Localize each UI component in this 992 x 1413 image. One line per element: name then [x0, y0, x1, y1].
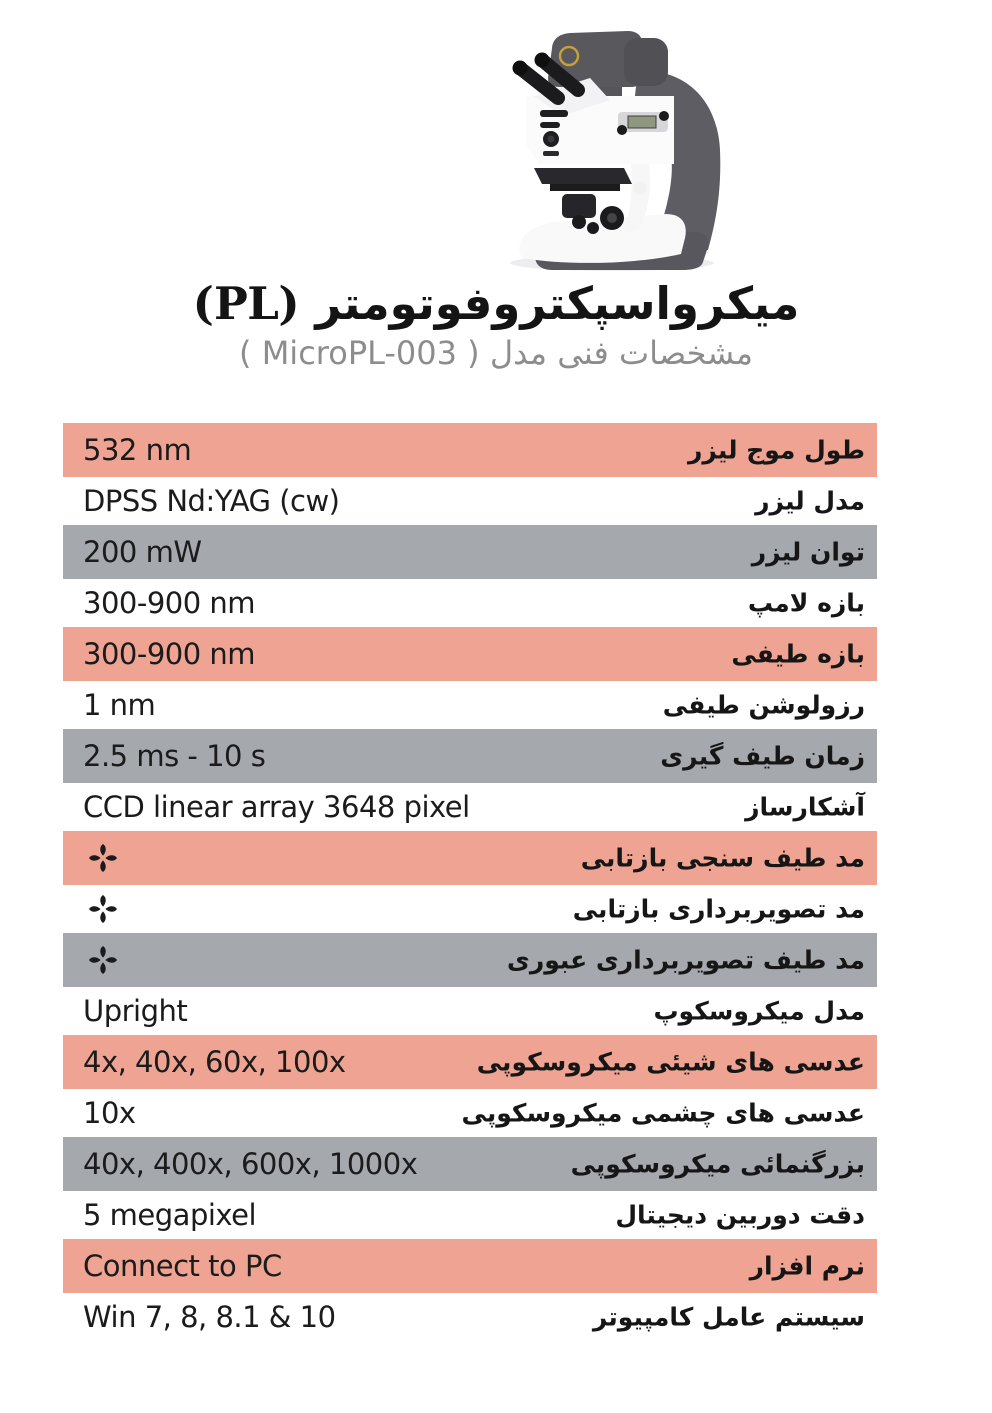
spec-value: Upright — [83, 994, 188, 1028]
table-row — [63, 1191, 877, 1239]
table-row — [63, 783, 877, 831]
four-petal-asterisk-icon — [87, 841, 119, 875]
table-row — [63, 729, 877, 783]
spec-value: 300-900 nm — [83, 637, 256, 671]
microscope-product-image — [442, 12, 772, 274]
four-petal-asterisk-icon — [87, 943, 119, 977]
table-row — [63, 1089, 877, 1137]
spec-label: سیستم عامل کامپیوتر — [592, 1302, 865, 1332]
spec-label: زمان طیف گیری — [660, 741, 865, 771]
spec-label: رزولوشن طیفی — [662, 690, 865, 720]
spec-value: 4x, 40x, 60x, 100x — [83, 1045, 346, 1079]
spec-label: طول موج لیزر — [687, 435, 865, 465]
spec-value: 5 megapixel — [83, 1198, 257, 1232]
table-row — [63, 1035, 877, 1089]
spec-label: مد تصویربرداری بازتابی — [572, 894, 865, 924]
spec-label: بزرگنمائی میکروسکوپی — [570, 1149, 865, 1179]
spec-value: Connect to PC — [83, 1249, 282, 1283]
subtitle-persian: مشخصات فنی مدل — [489, 333, 753, 372]
spec-label: عدسی های شیئی میکروسکوپی — [476, 1047, 865, 1077]
spec-label: آشکارساز — [745, 792, 865, 822]
table-row — [63, 1239, 877, 1293]
spec-value: 532 nm — [83, 433, 192, 467]
spec-label: دقت دوربین دیجیتال — [615, 1200, 865, 1230]
page-title — [0, 278, 992, 330]
table-row — [63, 423, 877, 477]
spec-value: DPSS Nd:YAG (cw) — [83, 484, 340, 518]
four-petal-asterisk-icon — [87, 892, 119, 926]
subtitle-model-number: ( MicroPL-003 ) — [239, 333, 480, 372]
table-row — [63, 477, 877, 525]
spec-value: 10x — [83, 1096, 136, 1130]
spec-value: 200 mW — [83, 535, 202, 569]
spec-value: Win 7, 8, 8.1 & 10 — [83, 1300, 336, 1334]
spec-label: مدل میکروسکوپ — [653, 996, 865, 1026]
table-row — [63, 681, 877, 729]
table-row — [63, 627, 877, 681]
spec-value: 40x, 400x, 600x, 1000x — [83, 1147, 418, 1181]
spec-label: نرم افزار — [749, 1251, 865, 1281]
spec-label: عدسی های چشمی میکروسکوپی — [461, 1098, 865, 1128]
table-row — [63, 987, 877, 1035]
subtitle — [0, 334, 992, 372]
table-row — [63, 933, 877, 987]
title-persian: میکرواسپکتروفوتومتر — [315, 277, 800, 330]
spec-label: مدل لیزر — [755, 486, 865, 516]
spec-table — [63, 423, 877, 1341]
spec-value: 2.5 ms - 10 s — [83, 739, 266, 773]
spec-value: 300-900 nm — [83, 586, 256, 620]
spec-label: بازه لامپ — [747, 588, 865, 618]
table-row — [63, 1137, 877, 1191]
spec-value: 1 nm — [83, 688, 156, 722]
table-row — [63, 885, 877, 933]
spec-label: مد طیف تصویربرداری عبوری — [506, 945, 865, 975]
table-row — [63, 579, 877, 627]
header — [0, 278, 992, 372]
title-model-code: (PL) — [192, 277, 300, 330]
spec-value: CCD linear array 3648 pixel — [83, 790, 470, 824]
spec-label: توان لیزر — [751, 537, 865, 567]
spec-label: مد طیف سنجی بازتابی — [580, 843, 865, 873]
table-row — [63, 831, 877, 885]
table-row — [63, 525, 877, 579]
spec-label: بازه طیفی — [731, 639, 865, 669]
table-row — [63, 1293, 877, 1341]
